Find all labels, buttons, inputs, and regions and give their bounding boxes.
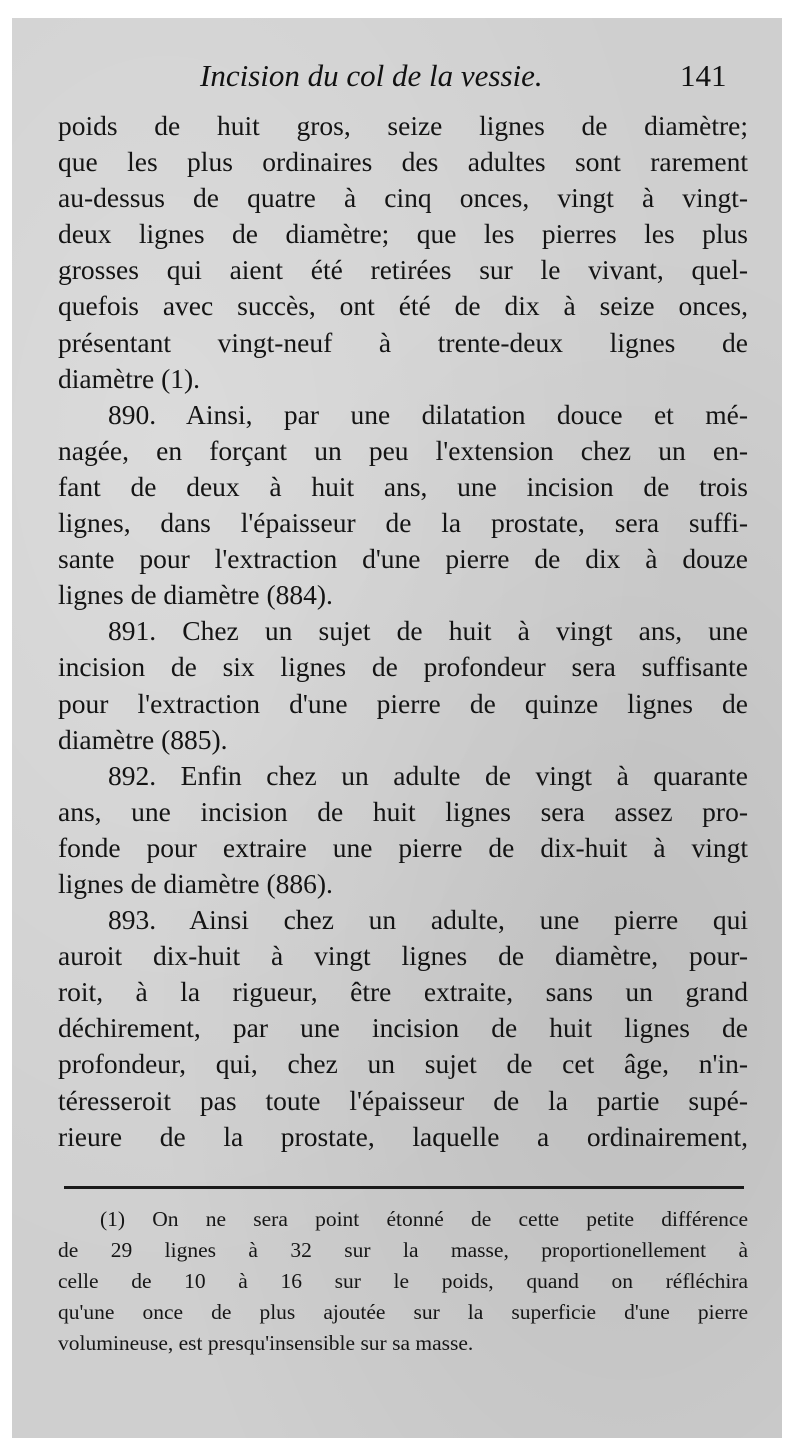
- text-line: déchirement, par une incision de huit lignes de: [58, 1012, 748, 1044]
- text-line: présentant vingt-neuf à trente-deux lignes de: [58, 326, 748, 358]
- text-line: grosses qui aient été retirées sur le vivant, quel-: [58, 254, 748, 286]
- text-line: ans, une incision de huit lignes sera assez pro-: [58, 795, 748, 827]
- text-line: nagée, en forçant un peu l'extension chez un en-: [58, 434, 748, 466]
- body-text: [58, 108, 748, 1155]
- footnote-line: (1) On ne sera point étonné de cette petite différence: [100, 1207, 748, 1231]
- paragraph-890-start: 890. Ainsi, par une dilatation douce et mé-: [108, 398, 748, 430]
- page-header: [12, 58, 782, 108]
- footnote-separator: [64, 1186, 744, 1189]
- footnote-line: de 29 lignes à 32 sur la masse, proportionellement à: [58, 1238, 748, 1262]
- text-line: roit, à la rigueur, être extraite, sans un grand: [58, 976, 748, 1008]
- running-title: Incision du col de la vessie.: [200, 58, 543, 93]
- text-line: fant de deux à huit ans, une incision de trois: [58, 470, 748, 502]
- paragraph-891-start: 891. Chez un sujet de huit à vingt ans, une: [108, 615, 748, 647]
- text-line: lignes de diamètre (884).: [58, 579, 333, 611]
- footnote-line: qu'une once de plus ajoutée sur la superficie d'une pierre: [58, 1300, 748, 1324]
- text-line: pour l'extraction d'une pierre de quinze lignes de: [58, 687, 748, 719]
- text-line: diamètre (1).: [58, 362, 201, 394]
- text-line: deux lignes de diamètre; que les pierres les plus: [58, 218, 748, 250]
- text-line: poids de huit gros, seize lignes de diamètre;: [58, 110, 748, 141]
- text-line: quefois avec succès, ont été de dix à seize onces,: [58, 290, 748, 322]
- text-line: lignes, dans l'épaisseur de la prostate, sera suffi-: [58, 507, 748, 539]
- book-page: [12, 18, 782, 1438]
- text-line: rieure de la prostate, laquelle a ordinairement,: [58, 1120, 748, 1152]
- text-line: téresseroit pas toute l'épaisseur de la partie supé-: [58, 1084, 748, 1116]
- paragraph-892-start: 892. Enfin chez un adulte de vingt à quarante: [108, 759, 748, 791]
- text-line: diamètre (885).: [58, 723, 228, 755]
- text-line: que les plus ordinaires des adultes sont rarement: [58, 146, 748, 178]
- text-line: lignes de diamètre (886).: [58, 867, 333, 899]
- footnotes: [58, 1204, 748, 1359]
- text-line: profondeur, qui, chez un sujet de cet âge, n'in-: [58, 1048, 748, 1080]
- text-line: incision de six lignes de profondeur sera suffisante: [58, 651, 748, 683]
- page-number: 141: [680, 58, 727, 93]
- text-line: sante pour l'extraction d'une pierre de dix à douze: [58, 543, 748, 575]
- paragraph-893-start: 893. Ainsi chez un adulte, une pierre qui: [108, 904, 748, 936]
- text-line: auroit dix-huit à vingt lignes de diamètre, pour-: [58, 940, 748, 972]
- text-line: au-dessus de quatre à cinq onces, vingt à vingt-: [58, 182, 748, 214]
- footnote-line: volumineuse, est presqu'insensible sur sa masse.: [58, 1331, 474, 1355]
- footnote-line: celle de 10 à 16 sur le poids, quand on réfléchira: [58, 1269, 748, 1293]
- text-line: fonde pour extraire une pierre de dix-huit à vingt: [58, 831, 748, 863]
